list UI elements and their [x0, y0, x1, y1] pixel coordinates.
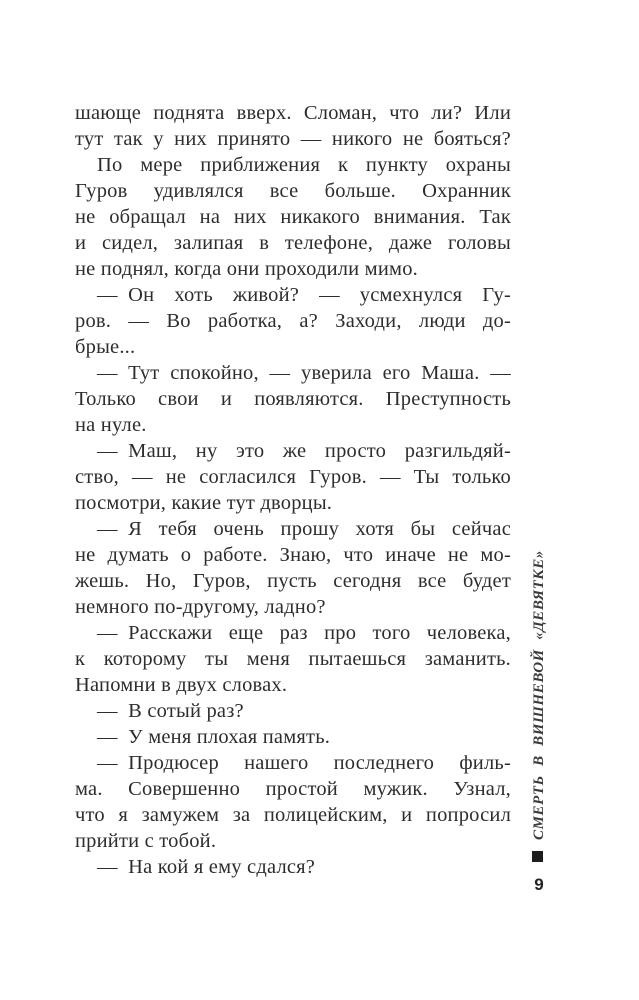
- spine-title-vertical: [529, 550, 549, 862]
- spine-book-title: СМЕРТЬ В ВИШНЕВОЙ «ДЕВЯТКЕ»: [531, 550, 547, 840]
- text-line: Только свои и появляются. Преступность: [75, 388, 511, 410]
- text-line: — Я тебя очень прошу хотя бы сейчас: [97, 518, 511, 540]
- text-line: не поднял, когда они проходили мимо.: [75, 258, 418, 280]
- text-line: не думать о работе. Знаю, что иначе не мо-: [75, 544, 511, 566]
- text-line: на нуле.: [75, 414, 147, 436]
- text-line: — Продюсер нашего последнего филь-: [97, 752, 511, 774]
- text-line: Гуров удивлялся все больше. Охранник: [75, 180, 511, 202]
- text-line: — На кой я ему сдался?: [97, 856, 316, 878]
- text-line: не обращал на них никакого внимания. Так: [75, 206, 511, 228]
- text-line: По мере приближения к пункту охраны: [97, 154, 511, 176]
- text-line: — В сотый раз?: [97, 700, 244, 722]
- text-line: что я замужем за полицейским, и попросил: [75, 804, 511, 826]
- text-line: — Маш, ну это же просто разгильдяй-: [97, 440, 511, 462]
- text-line: жешь. Но, Гуров, пусть сегодня все будет: [75, 570, 511, 592]
- text-line: ма. Совершенно простой мужик. Узнал,: [75, 778, 511, 800]
- page-number: 9: [534, 875, 544, 894]
- text-line: ров. — Во работка, а? Заходи, люди до-: [75, 310, 511, 332]
- text-line: немного по-другому, ладно?: [75, 596, 326, 618]
- text-line: к которому ты меня пытаешься заманить.: [75, 648, 511, 670]
- text-line: — У меня плохая память.: [97, 726, 331, 748]
- black-square-marker-icon: [532, 851, 543, 862]
- body-text-column: [75, 100, 511, 880]
- text-line: — Он хоть живой? — усмехнулся Гу-: [97, 284, 511, 306]
- text-line: прийти с тобой.: [75, 830, 217, 852]
- text-line: посмотри, какие тут дворцы.: [75, 492, 333, 514]
- text-line: брые...: [75, 336, 136, 358]
- text-line: тут так у них принято — никого не бояться?: [75, 128, 511, 150]
- text-line: шающе поднята вверх. Сломан, что ли? Или: [75, 102, 511, 124]
- text-line: ство, — не согласился Гуров. — Ты только: [75, 466, 511, 488]
- text-line: Напомни в двух словах.: [75, 674, 288, 696]
- text-line: — Расскажи еще раз про того человека,: [97, 622, 511, 644]
- text-line: и сидел, залипая в телефоне, даже головы: [75, 232, 511, 254]
- text-line: — Тут спокойно, — уверила его Маша. —: [97, 362, 511, 384]
